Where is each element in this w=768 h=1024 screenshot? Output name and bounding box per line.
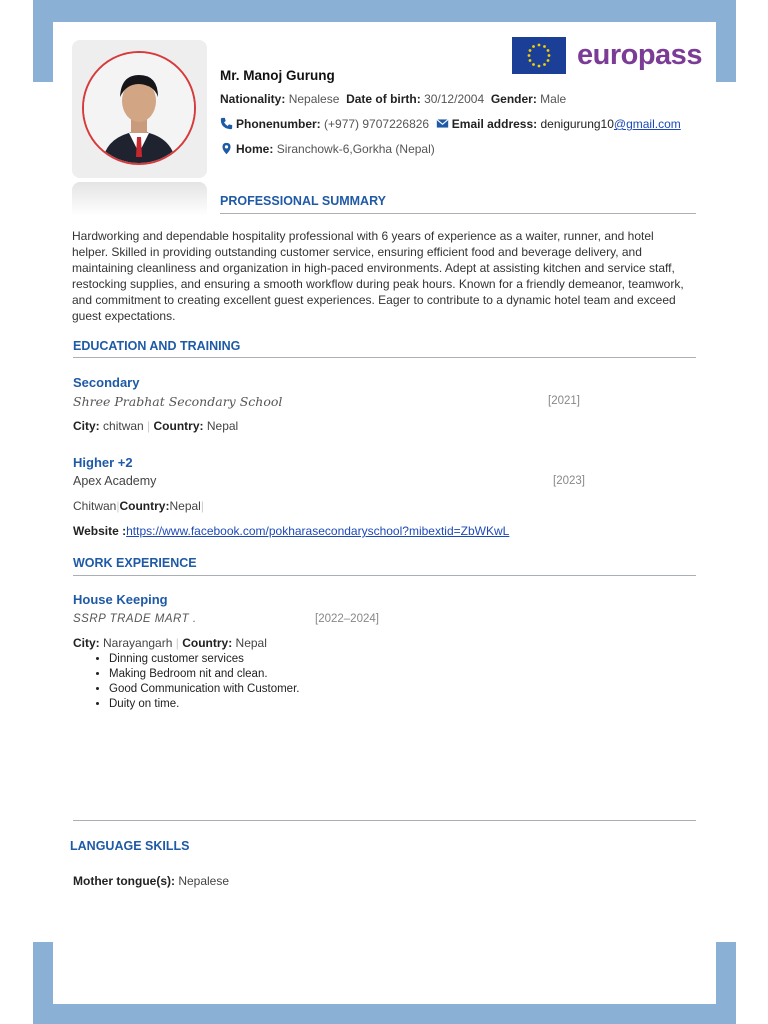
school-name-1: Shree Prabhat Secondary School [73, 394, 283, 409]
company-name: SSRP TRADE MART . [73, 613, 197, 625]
email-label: Email address: [451, 117, 538, 131]
website-label: Website : [73, 524, 127, 538]
work-years: [2022–2024] [315, 613, 379, 625]
duties-list [73, 652, 299, 712]
home-label: Home: [236, 142, 274, 156]
gender-value: Male [540, 92, 567, 106]
person-silhouette-icon [84, 53, 194, 163]
photo-reflection [72, 182, 207, 216]
eu-flag-icon [512, 37, 566, 74]
page-frame-left-top [33, 0, 53, 82]
mother-tongue-label: Mother tongue(s): [73, 874, 175, 888]
location-pin-icon [220, 142, 233, 155]
summary-heading: PROFESSIONAL SUMMARY [220, 194, 386, 208]
education-heading: EDUCATION AND TRAINING [73, 339, 241, 353]
summary-text: Hardworking and dependable hospitality professional with 6 years of experience as a waiter, runner, and hotel helper. Skilled in providing outstanding customer service, ensuring efficient food and beverage delivery, and maintaining cleanliness and organization in high-paced environments. Adept at assisting kitchen and service staff, restocking supplies, and ensuring a smooth workflow during peak hours. Known for a friendly demeanor, teamwork, and commitment to creating excellent guest experiences. Eager to contribute to a dynamic hotel team and exceed guest expectations. [72, 229, 684, 323]
nationality-value: Nepalese [288, 92, 340, 106]
website-row [73, 524, 509, 538]
language-divider [73, 820, 696, 821]
candidate-name: Mr. Manoj Gurung [220, 68, 335, 83]
europass-logo [512, 37, 702, 77]
page-frame-bottom [33, 1004, 736, 1024]
city-label: City: [73, 419, 100, 433]
home-value: Siranchowk-6,Gorkha (Nepal) [276, 142, 435, 156]
email-icon [436, 117, 449, 130]
country-value: Nepal [235, 636, 267, 650]
duty-item: • Making Bedroom nit and clean. [109, 667, 299, 682]
profile-photo [82, 51, 196, 165]
contact-row [220, 117, 681, 131]
work-location: City: Narayangarh | Country: Nepal [73, 636, 267, 650]
education-location-2: Chitwan|Country:Nepal| [73, 499, 204, 513]
country-label: Country: [182, 636, 233, 650]
phone-value: (+977) 9707226826 [324, 117, 430, 131]
education-level-1: Secondary [73, 375, 140, 390]
logo-text: europass [577, 39, 702, 71]
school-name-2: Apex Academy [73, 474, 157, 488]
language-heading: LANGUAGE SKILLS [70, 839, 190, 853]
city-value: chitwan [103, 419, 144, 433]
email-domain-link[interactable]: @gmail.com [613, 117, 681, 131]
city-value: Chitwan [73, 499, 117, 513]
job-role: House Keeping [73, 592, 168, 607]
work-divider [73, 575, 696, 576]
dob-value: 30/12/2004 [424, 92, 485, 106]
duties-list-container [73, 652, 299, 712]
education-year-2: [2023] [553, 475, 585, 487]
mother-tongue-row [73, 874, 229, 888]
mother-tongue-value: Nepalese [178, 874, 230, 888]
education-divider [73, 357, 696, 358]
phone-icon [220, 117, 233, 130]
personal-info-row [220, 92, 566, 106]
city-value: Narayangarh [103, 636, 173, 650]
page-frame-top [33, 0, 736, 22]
country-label: Country: [119, 499, 170, 513]
duty-item: • Duity on time. [109, 697, 299, 712]
education-location-1: City: chitwan | Country: Nepal [73, 419, 239, 433]
email-user: denigurung10 [540, 117, 614, 131]
home-row [220, 142, 435, 156]
summary-divider [220, 213, 696, 214]
duty-item: • Dinning customer services [109, 652, 299, 667]
duty-item: • Good Communication with Customer. [109, 682, 299, 697]
city-label: City: [73, 636, 100, 650]
education-year-1: [2021] [548, 395, 580, 407]
education-level-2: Higher +2 [73, 455, 133, 470]
phone-label: Phonenumber: [236, 117, 321, 131]
country-value: Nepal [206, 419, 239, 433]
work-heading: WORK EXPERIENCE [73, 556, 197, 570]
gender-label: Gender: [490, 92, 537, 106]
country-value: Nepal [169, 499, 201, 513]
page-frame-right-top [716, 0, 736, 82]
nationality-label: Nationality: [220, 92, 286, 106]
dob-label: Date of birth: [346, 92, 421, 106]
website-link[interactable]: https://www.facebook.com/pokharasecondaryschool?mibextid=ZbWKwL [126, 524, 510, 538]
country-label: Country: [153, 419, 204, 433]
